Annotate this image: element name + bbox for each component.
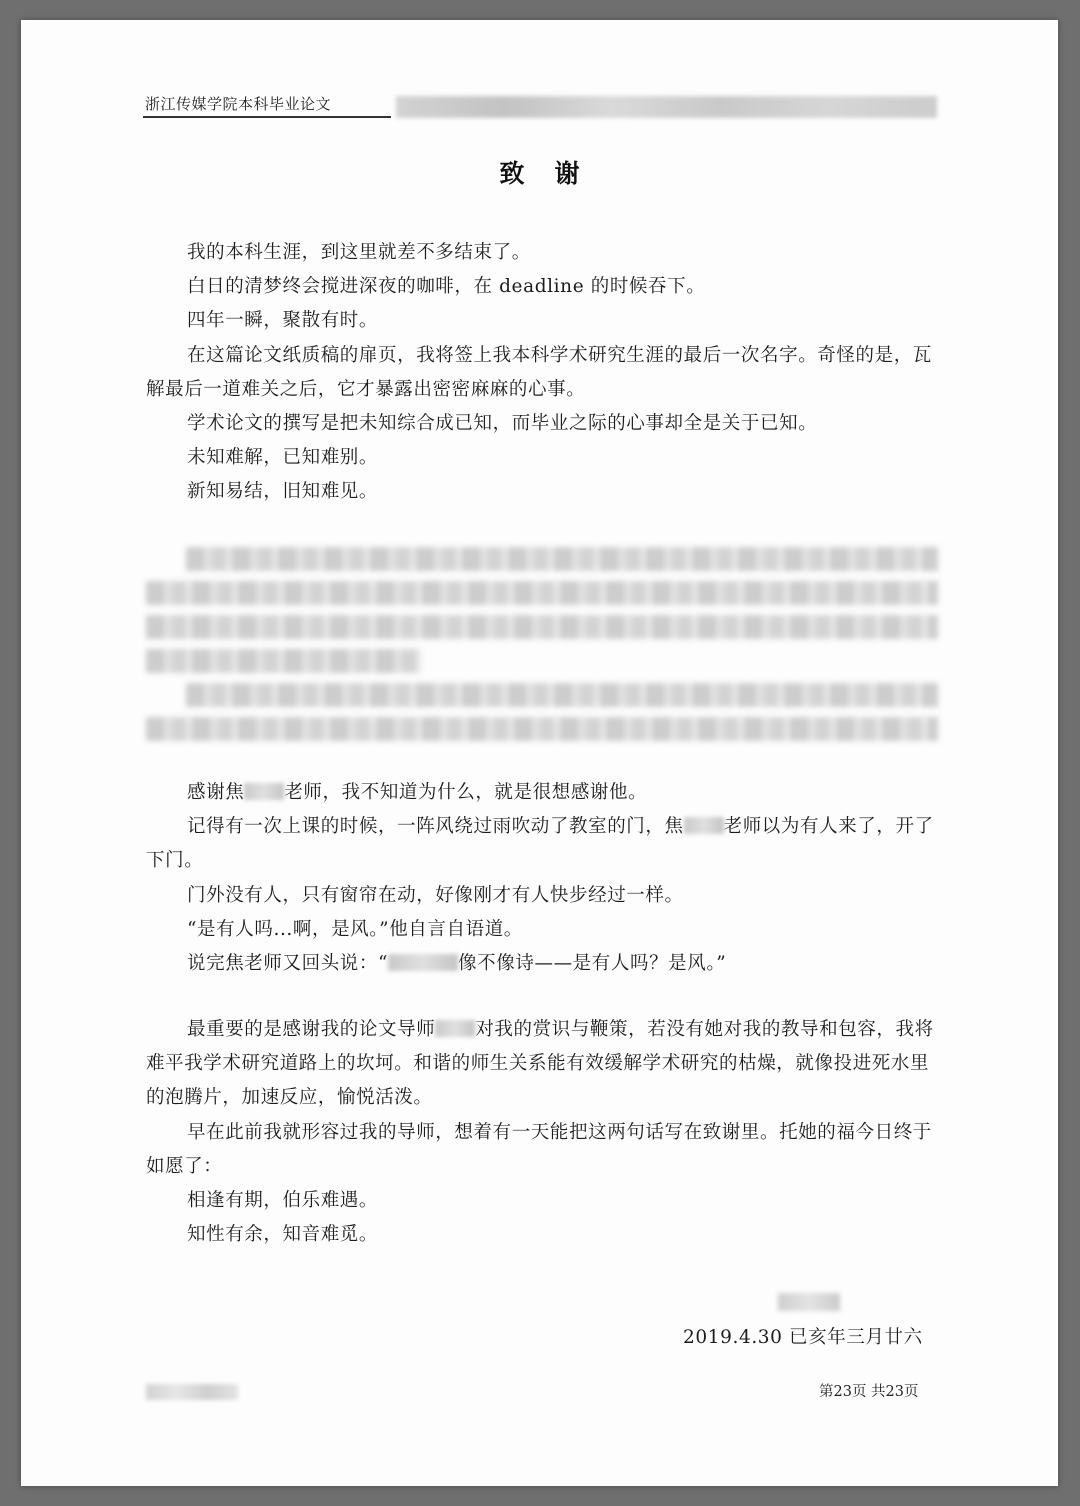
advisor-section xyxy=(146,1013,938,1252)
redacted-line xyxy=(146,649,421,673)
paragraph: 新知易结，旧知难见。 xyxy=(187,481,379,503)
redacted-name xyxy=(244,783,284,800)
paragraph: 记得有一次上课的时候，一阵风绕过雨吹动了教室的门，焦 老师以为有人来了，开了下门。 xyxy=(146,816,934,872)
signature-date: 2019.4.30 已亥年三月廿六 xyxy=(683,1327,923,1348)
paragraph: 感谢焦 老师，我不知道为什么，就是很想感谢他。 xyxy=(187,782,648,803)
paragraph: 四年一瞬，聚散有时。 xyxy=(187,310,379,332)
redacted-name xyxy=(388,954,458,971)
teacher-section xyxy=(146,776,938,981)
page-title: 致谢 xyxy=(499,159,610,188)
header-underline xyxy=(143,116,391,118)
redacted-line xyxy=(146,615,938,639)
paragraph: 门外没有人，只有窗帘在动，好像刚才有人快步经过一样。 xyxy=(187,884,684,906)
document-page xyxy=(21,20,1058,1486)
redacted-line xyxy=(146,581,938,605)
header-thesis-title-redacted xyxy=(396,96,937,118)
paragraph: 白日的清梦终会搅进深夜的咖啡，在 deadline 的时候吞下。 xyxy=(187,276,706,298)
redacted-signature xyxy=(778,1293,840,1311)
header-school-title: 浙江传媒学院本科毕业论文 xyxy=(145,95,332,113)
paragraph: 我的本科生涯，到这里就差不多结束了。 xyxy=(187,242,531,263)
redacted-line xyxy=(186,683,938,707)
footer-redacted-info xyxy=(146,1384,238,1400)
page-number: 第23页 共23页 xyxy=(819,1384,919,1400)
paragraph: “是有人吗...啊，是风。”他自言自语道。 xyxy=(187,918,523,940)
paragraph: 知性有余，知音难觅。 xyxy=(187,1224,379,1246)
intro-section xyxy=(146,236,938,510)
paragraph: 早在此前我就形容过我的导师，想着有一天能把这两句话写在致谢里。托她的福今日终于如愿了： xyxy=(146,1121,932,1177)
paragraph: 在这篇论文纸质稿的扉页，我将签上我本科学术研究生涯的最后一次名字。奇怪的是，瓦解最后一道难关之后，它才暴露出密密麻麻的心事。 xyxy=(146,344,932,400)
redacted-name xyxy=(435,1020,475,1037)
paragraph: 最重要的是感谢我的论文导师 对我的赏识与鞭策，若没有她对我的教导和包容，我将难平我学术研究道路上的坎坷。和谐的师生关系能有效缓解学术研究的枯燥，就像投进死水里的泡腾片，加速反应，愉悦活泼。 xyxy=(146,1019,934,1109)
redacted-name xyxy=(684,817,724,834)
paragraph: 未知难解，已知难别。 xyxy=(187,447,379,469)
paragraph: 说完焦老师又回头说：“ 像不像诗——是有人吗？是风。” xyxy=(187,953,727,975)
paragraph: 相逢有期，伯乐难遇。 xyxy=(187,1190,379,1212)
redacted-line xyxy=(186,547,938,571)
paragraph: 学术论文的撰写是把未知综合成已知，而毕业之际的心事却全是关于已知。 xyxy=(187,413,818,435)
redacted-line xyxy=(146,717,938,741)
